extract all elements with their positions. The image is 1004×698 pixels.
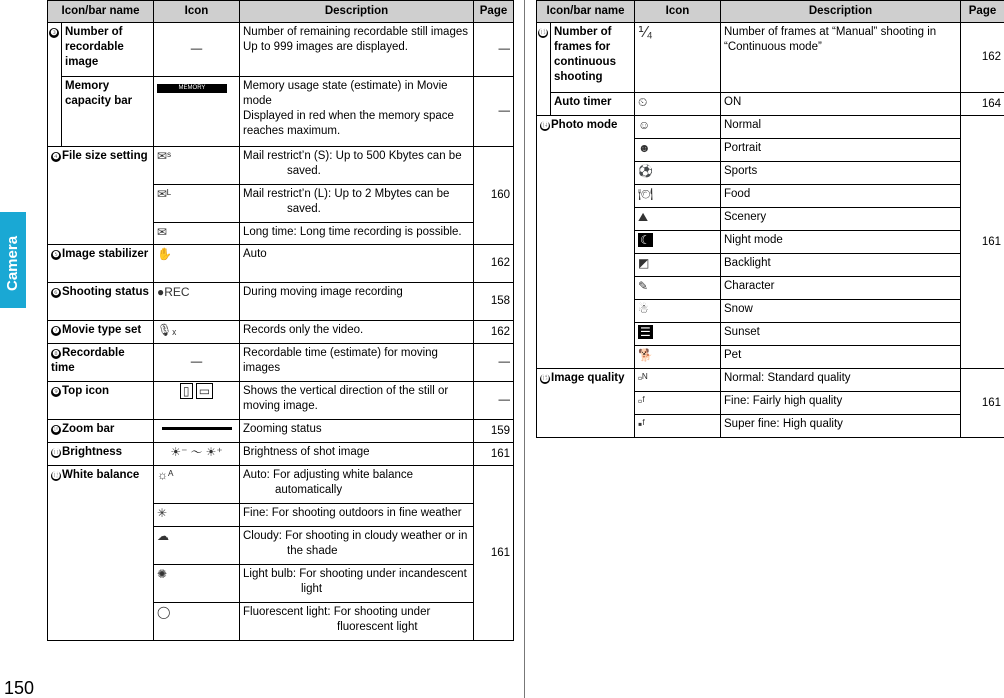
row-name: ⓯ Image quality [537,369,635,438]
row-name: Memory capacity bar [62,77,154,147]
wb-fine-icon: ✳ [154,504,240,527]
row-description: Cloudy: For shooting in cloudy weather or in the shade [240,527,474,565]
row-description: Brightness of shot image [240,443,474,466]
row-description: Fine: Fairly high quality [721,392,961,415]
row-name: Number of recordable image [62,23,154,77]
scenery-icon: ⛰ [635,208,721,231]
row-description: ON [721,93,961,116]
table-header [48,1,514,23]
left-icon-table [47,0,514,641]
table-header [537,1,1004,23]
table-row [48,344,514,382]
row-name: ❹ File size setting [48,147,154,245]
wb-cloudy-icon: ☁ [154,527,240,565]
quality-super-fine-icon: ▪ᶠ [635,415,721,438]
row-name: ❿ Zoom bar [48,420,154,443]
row-page: 162 [961,23,1004,93]
row-name: ❼ Movie type set [48,321,154,344]
table-row [48,443,514,466]
table-row [48,283,514,321]
row-description: Pet [721,346,961,369]
item-number: ❸ [48,23,62,147]
quality-fine-icon: ▫ᶠ [635,392,721,415]
pet-icon: 🐕 [635,346,721,369]
table-row [48,466,514,504]
wb-fluorescent-icon: ◯ [154,603,240,641]
row-page: 160 [474,147,514,245]
portrait-icon: ☻ [635,139,721,162]
row-description: During moving image recording [240,283,474,321]
row-description: Auto: For adjusting white balance automatically [240,466,474,504]
row-description: Snow [721,300,961,323]
sunset-icon: ☰ [635,323,721,346]
table-row [537,23,1004,93]
column-divider [524,0,525,698]
row-page: 161 [474,466,514,641]
row-description: Sports [721,162,961,185]
brightness-icon: ☀⁻ ～ ☀⁺ [154,443,240,466]
row-page: 164 [961,93,1004,116]
zoom-bar-icon [154,420,240,443]
row-name: Number of frames for continuous shooting [551,23,635,93]
table-row [48,321,514,344]
row-description: Fluorescent light: For shooting under fluorescent light [240,603,474,641]
sports-icon: ⚽ [635,162,721,185]
row-description: Records only the video. [240,321,474,344]
dash-icon: ― [154,344,240,382]
row-name: ❾ Top icon [48,382,154,420]
page-number: 150 [4,678,35,698]
header-icon: Icon [635,1,721,23]
rec-icon: ●REC [154,283,240,321]
row-description: Normal [721,116,961,139]
stabilizer-icon: ✋ [154,245,240,283]
snow-icon: ☃ [635,300,721,323]
header-page: Page [474,1,514,23]
row-page: 161 [961,369,1004,438]
row-description: Memory usage state (estimate) in Movie mode Displayed in red when the memory space reaches maximum. [240,77,474,147]
row-description: Sunset [721,323,961,346]
table-row [48,382,514,420]
table-row [48,77,514,147]
row-description: Normal: Standard quality [721,369,961,392]
backlight-icon: ◩ [635,254,721,277]
row-page: 162 [474,245,514,283]
mic-off-icon: 🎙ₓ [154,321,240,344]
header-description: Description [240,1,474,23]
row-description: Long time: Long time recording is possible. [240,223,474,245]
row-name: ❺ Image stabilizer [48,245,154,283]
row-description: Backlight [721,254,961,277]
row-description: Night mode [721,231,961,254]
table-row [537,93,1004,116]
row-page: 161 [474,443,514,466]
table-row [537,116,1004,139]
row-page: 158 [474,283,514,321]
row-description: Recordable time (estimate) for moving images [240,344,474,382]
row-description: Mail restrict’n (S): Up to 500 Kbytes can be saved. [240,147,474,185]
row-page: ― [474,23,514,77]
header-icon: Icon [154,1,240,23]
row-name: ⓬ White balance [48,466,154,641]
row-page: ― [474,344,514,382]
continuous-frames-icon: ⅟₄ [635,23,721,93]
table-row [48,420,514,443]
wb-light-bulb-icon: ✺ [154,565,240,603]
row-page: 162 [474,321,514,344]
row-name: ⓮ Photo mode [537,116,635,369]
table-row [48,147,514,185]
header-name: Icon/bar name [48,1,154,23]
row-name: ❽ Recordable time [48,344,154,382]
row-description: Mail restrict’n (L): Up to 2 Mbytes can be saved. [240,185,474,223]
item-number: ⓭ [537,23,551,116]
row-description: Scenery [721,208,961,231]
section-title: Camera [4,235,21,291]
row-name: Auto timer [551,93,635,116]
table-row [48,23,514,77]
wb-auto-icon: ☼ᴬ [154,466,240,504]
header-description: Description [721,1,961,23]
row-name: ⓫ Brightness [48,443,154,466]
row-description: Light bulb: For shooting under incandescent light [240,565,474,603]
character-icon: ✎ [635,277,721,300]
row-description: Character [721,277,961,300]
food-icon: 🍽 [635,185,721,208]
memory-bar-icon: MEMORY [154,77,240,147]
row-description: Portrait [721,139,961,162]
top-direction-icon: ▯ ▭ [154,382,240,420]
table-row [48,245,514,283]
header-page: Page [961,1,1004,23]
row-page: 159 [474,420,514,443]
header-name: Icon/bar name [537,1,635,23]
row-description: Food [721,185,961,208]
file-size-s-icon: ✉ˢ [154,147,240,185]
auto-timer-icon: ⏲ [635,93,721,116]
row-description: Auto [240,245,474,283]
quality-normal-icon: ▫ᴺ [635,369,721,392]
night-mode-icon: ☾ [635,231,721,254]
row-description: Shows the vertical direction of the still or moving image. [240,382,474,420]
file-size-long-icon: ✉ [154,223,240,245]
row-page: ― [474,77,514,147]
normal-mode-icon: ☺ [635,116,721,139]
file-size-l-icon: ✉ᴸ [154,185,240,223]
row-description: Number of frames at “Manual” shooting in “Continuous mode” [721,23,961,93]
row-description: Zooming status [240,420,474,443]
row-page: ― [474,382,514,420]
row-description: Number of remaining recordable still images Up to 999 images are displayed. [240,23,474,77]
row-name: ❻ Shooting status [48,283,154,321]
row-description: Fine: For shooting outdoors in fine weather [240,504,474,527]
dash-icon: ― [154,23,240,77]
right-icon-table [536,0,1004,438]
row-page: 161 [961,116,1004,369]
row-description: Super fine: High quality [721,415,961,438]
table-row [537,369,1004,392]
